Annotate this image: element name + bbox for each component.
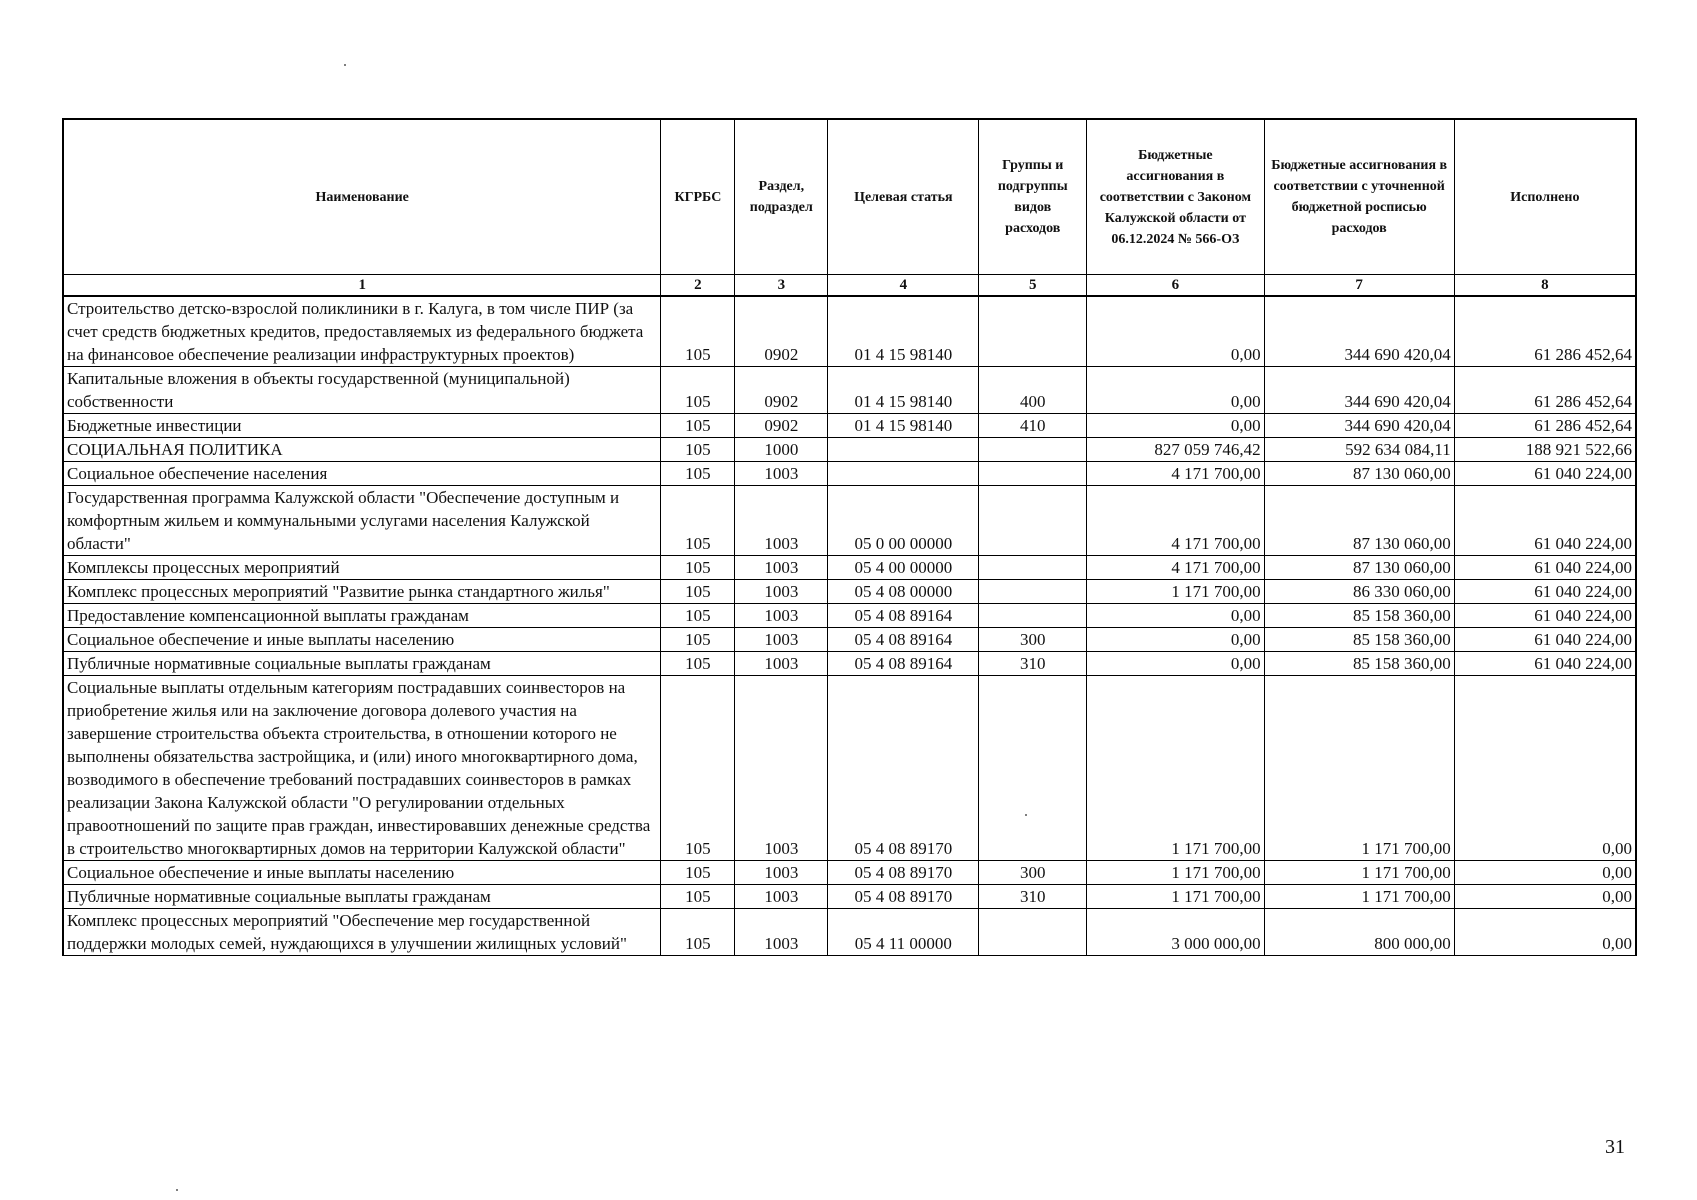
- table-row: [63, 861, 1636, 885]
- table-row: [63, 652, 1636, 676]
- row-section: 1003: [735, 628, 828, 652]
- row-executed: 61 040 224,00: [1454, 604, 1636, 628]
- row-name: Социальные выплаты отдельным категориям пострадавших соинвесторов на приобретение жилья или на заключение договора долевого участия на завершение строительства объекта строительства, в отношении которого не выполнены обязательства застройщика, и (или) иного многоквартирного дома, возводимого в обеспечение требований пострадавших соинвесторов в рамках реализации Закона Калужской области "О регулировании отдельных правоотношений по защите прав граждан, инвестировавших денежные средства в строительство многоквартирных домов на территории Калужской области": [63, 676, 661, 861]
- row-target-article: 05 4 11 00000: [828, 909, 979, 956]
- row-expense-group: [979, 580, 1087, 604]
- row-name: Бюджетные инвестиции: [63, 414, 661, 438]
- column-number: 3: [735, 275, 828, 297]
- column-number-row: [63, 275, 1636, 297]
- row-expense-group: [979, 604, 1087, 628]
- row-name: Социальное обеспечение и иные выплаты населению: [63, 628, 661, 652]
- row-refined-allocation: 344 690 420,04: [1264, 367, 1454, 414]
- row-expense-group: [979, 909, 1087, 956]
- row-law-allocation: 0,00: [1087, 604, 1264, 628]
- row-section: 1000: [735, 438, 828, 462]
- row-refined-allocation: 87 130 060,00: [1264, 462, 1454, 486]
- row-name: Социальное обеспечение населения: [63, 462, 661, 486]
- row-kgrbs: 105: [661, 628, 735, 652]
- column-number: 1: [63, 275, 661, 297]
- row-executed: 0,00: [1454, 861, 1636, 885]
- header-expense-groups: Группы и подгруппы видов расходов: [979, 119, 1087, 275]
- row-law-allocation: 827 059 746,42: [1087, 438, 1264, 462]
- table-row: [63, 556, 1636, 580]
- row-executed: 0,00: [1454, 885, 1636, 909]
- column-number: 7: [1264, 275, 1454, 297]
- table-row: [63, 604, 1636, 628]
- row-section: 1003: [735, 462, 828, 486]
- row-executed: 61 286 452,64: [1454, 296, 1636, 367]
- row-target-article: 05 0 00 00000: [828, 486, 979, 556]
- row-name: Капитальные вложения в объекты государственной (муниципальной) собственности: [63, 367, 661, 414]
- header-law-allocations: Бюджетные ассигнования в соответствии с Законом Калужской области от 06.12.2024 № 566-ОЗ: [1087, 119, 1264, 275]
- table-row: [63, 367, 1636, 414]
- row-expense-group: [979, 676, 1087, 861]
- row-law-allocation: 0,00: [1087, 414, 1264, 438]
- row-expense-group: 310: [979, 885, 1087, 909]
- row-refined-allocation: 344 690 420,04: [1264, 296, 1454, 367]
- row-section: 1003: [735, 556, 828, 580]
- row-section: 0902: [735, 296, 828, 367]
- row-executed: 61 040 224,00: [1454, 628, 1636, 652]
- scan-speck: [176, 1189, 178, 1191]
- table-row: [63, 414, 1636, 438]
- row-target-article: 05 4 08 89170: [828, 885, 979, 909]
- row-target-article: 01 4 15 98140: [828, 296, 979, 367]
- table-row: [63, 486, 1636, 556]
- row-target-article: 05 4 08 89164: [828, 652, 979, 676]
- row-target-article: 05 4 08 89170: [828, 676, 979, 861]
- table-row: [63, 296, 1636, 367]
- row-executed: 61 040 224,00: [1454, 580, 1636, 604]
- row-kgrbs: 105: [661, 861, 735, 885]
- column-number: 2: [661, 275, 735, 297]
- row-refined-allocation: 592 634 084,11: [1264, 438, 1454, 462]
- row-expense-group: [979, 438, 1087, 462]
- row-executed: 61 040 224,00: [1454, 462, 1636, 486]
- row-name: Комплекс процессных мероприятий "Обеспечение мер государственной поддержки молодых семей, нуждающихся в улучшении жилищных условий": [63, 909, 661, 956]
- row-kgrbs: 105: [661, 885, 735, 909]
- row-expense-group: 410: [979, 414, 1087, 438]
- header-refined-allocations: Бюджетные ассигнования в соответствии с уточненной бюджетной росписью расходов: [1264, 119, 1454, 275]
- row-kgrbs: 105: [661, 604, 735, 628]
- header-row: [63, 119, 1636, 275]
- row-refined-allocation: 87 130 060,00: [1264, 486, 1454, 556]
- row-executed: 0,00: [1454, 676, 1636, 861]
- row-expense-group: 300: [979, 628, 1087, 652]
- row-refined-allocation: 1 171 700,00: [1264, 676, 1454, 861]
- row-kgrbs: 105: [661, 367, 735, 414]
- table-row: [63, 909, 1636, 956]
- row-target-article: 05 4 08 89164: [828, 604, 979, 628]
- row-target-article: 05 4 08 00000: [828, 580, 979, 604]
- row-section: 0902: [735, 414, 828, 438]
- row-kgrbs: 105: [661, 486, 735, 556]
- header-kgrbs: КГРБС: [661, 119, 735, 275]
- row-law-allocation: 0,00: [1087, 367, 1264, 414]
- row-section: 1003: [735, 676, 828, 861]
- row-law-allocation: 0,00: [1087, 628, 1264, 652]
- column-number: 6: [1087, 275, 1264, 297]
- table-row: [63, 628, 1636, 652]
- row-name: Социальное обеспечение и иные выплаты населению: [63, 861, 661, 885]
- table-row: [63, 580, 1636, 604]
- row-section: 1003: [735, 652, 828, 676]
- row-section: 1003: [735, 885, 828, 909]
- row-name: СОЦИАЛЬНАЯ ПОЛИТИКА: [63, 438, 661, 462]
- header-executed: Исполнено: [1454, 119, 1636, 275]
- table-row: [63, 438, 1636, 462]
- table-row: [63, 885, 1636, 909]
- row-target-article: 01 4 15 98140: [828, 367, 979, 414]
- column-number: 5: [979, 275, 1087, 297]
- row-executed: 61 286 452,64: [1454, 414, 1636, 438]
- row-law-allocation: 1 171 700,00: [1087, 861, 1264, 885]
- row-kgrbs: 105: [661, 462, 735, 486]
- row-law-allocation: 1 171 700,00: [1087, 580, 1264, 604]
- row-target-article: 05 4 08 89164: [828, 628, 979, 652]
- row-expense-group: [979, 296, 1087, 367]
- row-section: 0902: [735, 367, 828, 414]
- page-number: 31: [1605, 1136, 1625, 1158]
- row-section: 1003: [735, 580, 828, 604]
- row-refined-allocation: 85 158 360,00: [1264, 652, 1454, 676]
- table-row: [63, 462, 1636, 486]
- row-refined-allocation: 85 158 360,00: [1264, 628, 1454, 652]
- row-law-allocation: 4 171 700,00: [1087, 556, 1264, 580]
- row-section: 1003: [735, 604, 828, 628]
- row-executed: 61 040 224,00: [1454, 556, 1636, 580]
- row-refined-allocation: 1 171 700,00: [1264, 861, 1454, 885]
- row-kgrbs: 105: [661, 438, 735, 462]
- row-refined-allocation: 87 130 060,00: [1264, 556, 1454, 580]
- row-target-article: [828, 462, 979, 486]
- header-target-article: Целевая статья: [828, 119, 979, 275]
- row-target-article: 01 4 15 98140: [828, 414, 979, 438]
- row-expense-group: 300: [979, 861, 1087, 885]
- row-refined-allocation: 800 000,00: [1264, 909, 1454, 956]
- row-law-allocation: 0,00: [1087, 296, 1264, 367]
- row-law-allocation: 4 171 700,00: [1087, 486, 1264, 556]
- row-refined-allocation: 86 330 060,00: [1264, 580, 1454, 604]
- row-kgrbs: 105: [661, 580, 735, 604]
- row-target-article: 05 4 08 89170: [828, 861, 979, 885]
- scan-speck: [344, 64, 346, 66]
- row-target-article: 05 4 00 00000: [828, 556, 979, 580]
- table-body: [63, 296, 1636, 956]
- row-executed: 188 921 522,66: [1454, 438, 1636, 462]
- row-name: Комплексы процессных мероприятий: [63, 556, 661, 580]
- row-law-allocation: 3 000 000,00: [1087, 909, 1264, 956]
- row-name: Предоставление компенсационной выплаты гражданам: [63, 604, 661, 628]
- header-section: Раздел, подраздел: [735, 119, 828, 275]
- table-row: [63, 676, 1636, 861]
- row-refined-allocation: 344 690 420,04: [1264, 414, 1454, 438]
- row-kgrbs: 105: [661, 676, 735, 861]
- row-executed: 0,00: [1454, 909, 1636, 956]
- row-expense-group: 400: [979, 367, 1087, 414]
- budget-table: [62, 118, 1637, 956]
- row-name: Публичные нормативные социальные выплаты гражданам: [63, 652, 661, 676]
- row-section: 1003: [735, 861, 828, 885]
- row-law-allocation: 1 171 700,00: [1087, 676, 1264, 861]
- header-name: Наименование: [63, 119, 661, 275]
- row-kgrbs: 105: [661, 652, 735, 676]
- row-name: Государственная программа Калужской области "Обеспечение доступным и комфортным жильем и коммунальными услугами населения Калужской области": [63, 486, 661, 556]
- row-name: Строительство детско-взрослой поликлиники в г. Калуга, в том числе ПИР (за счет средств бюджетных кредитов, предоставляемых из федерального бюджета на финансовое обеспечение реализации инфраструктурных проектов): [63, 296, 661, 367]
- row-law-allocation: 4 171 700,00: [1087, 462, 1264, 486]
- row-expense-group: [979, 556, 1087, 580]
- scan-speck: [1025, 814, 1027, 816]
- row-executed: 61 040 224,00: [1454, 486, 1636, 556]
- row-executed: 61 040 224,00: [1454, 652, 1636, 676]
- row-target-article: [828, 438, 979, 462]
- row-kgrbs: 105: [661, 296, 735, 367]
- row-refined-allocation: 85 158 360,00: [1264, 604, 1454, 628]
- row-kgrbs: 105: [661, 414, 735, 438]
- row-law-allocation: 0,00: [1087, 652, 1264, 676]
- row-name: Комплекс процессных мероприятий "Развитие рынка стандартного жилья": [63, 580, 661, 604]
- row-kgrbs: 105: [661, 556, 735, 580]
- row-executed: 61 286 452,64: [1454, 367, 1636, 414]
- row-name: Публичные нормативные социальные выплаты гражданам: [63, 885, 661, 909]
- row-section: 1003: [735, 486, 828, 556]
- row-law-allocation: 1 171 700,00: [1087, 885, 1264, 909]
- row-expense-group: [979, 462, 1087, 486]
- row-section: 1003: [735, 909, 828, 956]
- column-number: 4: [828, 275, 979, 297]
- row-refined-allocation: 1 171 700,00: [1264, 885, 1454, 909]
- column-number: 8: [1454, 275, 1636, 297]
- row-expense-group: 310: [979, 652, 1087, 676]
- row-expense-group: [979, 486, 1087, 556]
- row-kgrbs: 105: [661, 909, 735, 956]
